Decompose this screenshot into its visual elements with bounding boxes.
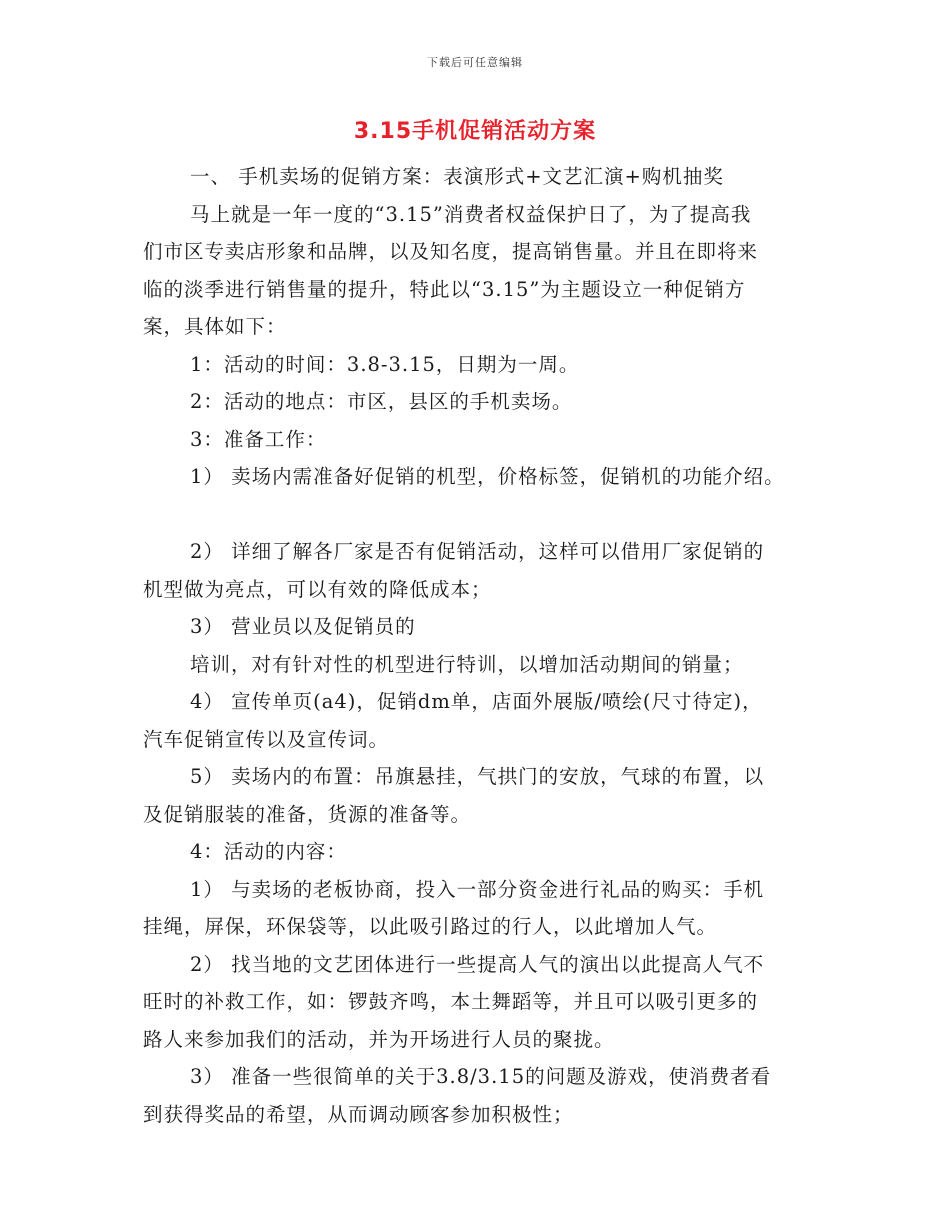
paragraph-line: 旺时的补救工作，如：锣鼓齐鸣，本土舞蹈等，并且可以吸引更多的 (143, 990, 759, 1013)
list-item: 4） 宣传单页(a4)，促销dm单，店面外展版/喷绘(尺寸待定)， (190, 690, 763, 713)
paragraph-line: 案，具体如下： (143, 315, 287, 338)
list-item: 1：活动的时间：3.8-3.15，日期为一周。 (190, 352, 580, 376)
paragraph-line: 们市区专卖店形象和品牌，以及知名度，提高销售量。并且在即将来 (143, 240, 759, 263)
document-title: 3.15手机促销活动方案 (353, 119, 597, 144)
paragraph-line: 挂绳，屏保，环保袋等，以此吸引路过的行人，以此增加人气。 (143, 915, 718, 938)
page-header-note: 下载后可任意编辑 (427, 56, 523, 69)
paragraph-line: 到获得奖品的希望，从而调动顾客参加积极性； (143, 1102, 574, 1126)
paragraph-line: 汽车促销宣传以及宣传词。 (143, 727, 390, 751)
list-item: 1） 与卖场的老板协商，投入一部分资金进行礼品的购买：手机 (190, 877, 765, 901)
paragraph-line: 机型做为亮点，可以有效的降低成本； (143, 577, 492, 601)
list-item: 5） 卖场内的布置：吊旗悬挂，气拱门的安放，气球的布置，以 (190, 765, 765, 788)
paragraph-line: 及促销服装的准备，货源的准备等。 (143, 802, 472, 826)
paragraph-line: 马上就是一年一度的“3.15”消费者权益保护日了，为了提高我 (190, 202, 752, 226)
blank-line (143, 496, 813, 534)
list-item: 3） 准备一些很简单的关于3.8/3.15的问题及游戏，使消费者看 (190, 1065, 772, 1088)
section-heading: 一、 手机卖场的促销方案：表演形式+文艺汇演+购机抽奖 (190, 165, 724, 188)
paragraph-line: 路人来参加我们的活动，并为开场进行人员的聚拢。 (143, 1027, 615, 1051)
list-item: 3） 营业员以及促销员的 (190, 615, 416, 638)
list-item: 3：准备工作： (190, 427, 327, 451)
list-item: 2） 找当地的文艺团体进行一些提高人气的演出以此提高人气不 (190, 952, 765, 976)
list-item: 2：活动的地点：市区，县区的手机卖场。 (190, 390, 573, 413)
list-item: 1） 卖场内需准备好促销的机型，价格标签，促销机的功能介绍。 (190, 465, 785, 488)
paragraph-line: 临的淡季进行销售量的提升，特此以“3.15”为主题设立一种促销方 (143, 277, 746, 301)
list-item: 2） 详细了解各厂家是否有促销活动，这样可以借用厂家促销的 (190, 540, 765, 563)
list-item: 4：活动的内容： (190, 840, 347, 863)
paragraph-line: 培训，对有针对性的机型进行特训，以增加活动期间的销量； (190, 652, 744, 676)
document-body (143, 158, 813, 1133)
